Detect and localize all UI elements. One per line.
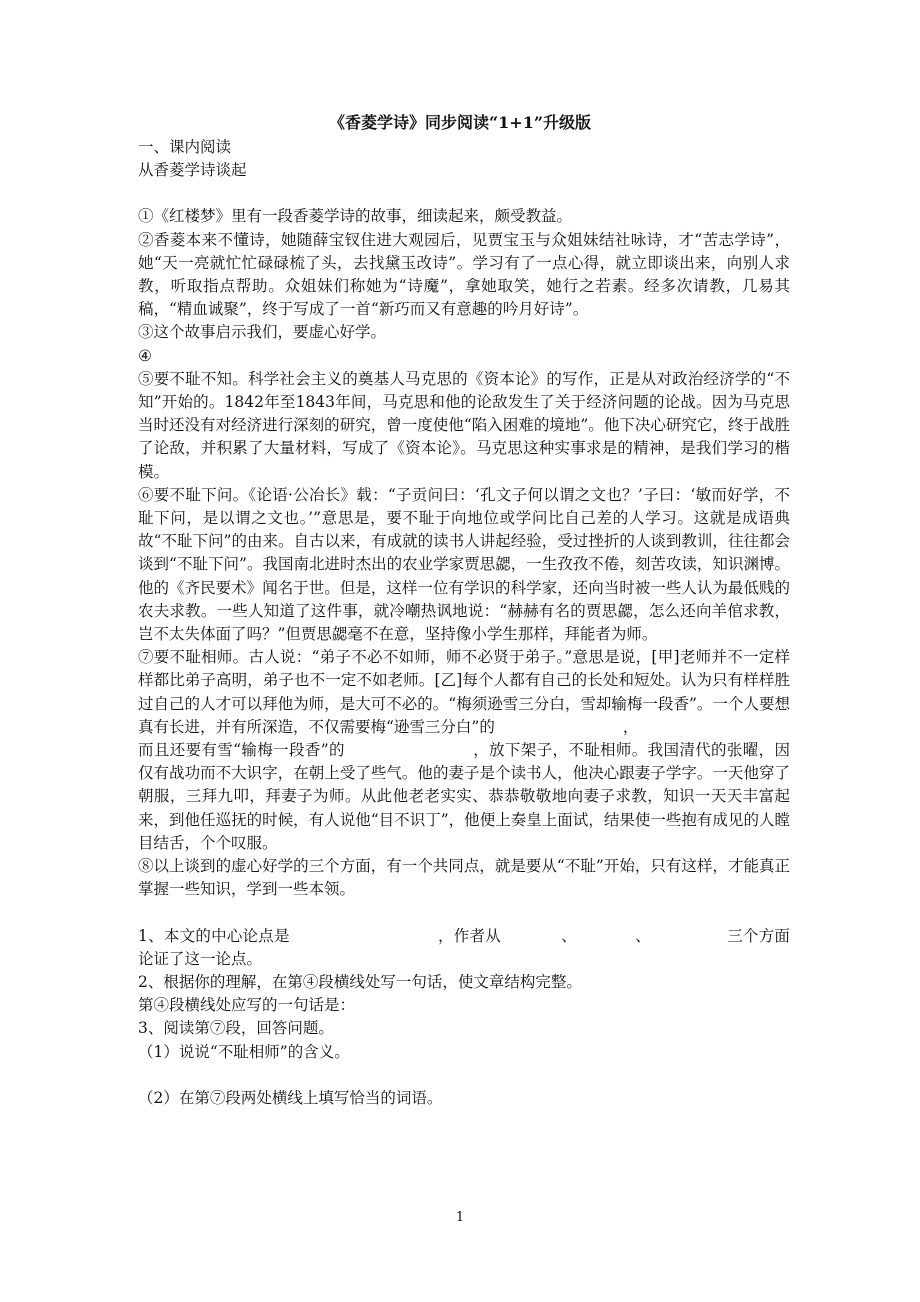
- passage-title: 从香菱学诗谈起: [138, 161, 247, 180]
- paragraph-7: [138, 646, 790, 855]
- paragraph-3: ③这个故事启示我们，要虚心好学。: [138, 323, 387, 342]
- question-1-text-a: 1、本文的中心论点是: [138, 926, 290, 945]
- paragraph-6: ⑥要不耻下问。《论语·公冶长》载：“子贡问曰：‘孔文子何以谓之文也？’子曰：‘敏而好学，不耻下问，是以谓之文也。’”意思是，要不耻于向地位或学问比自己差的人学习。这就是成语典故“不耻下问”的由来。自古以来，有成就的读书人讲起经验，受过挫折的人谈到教训，往往都会谈到“不耻下问”。我国南北进时杰出的农业学家贾思勰，一生孜孜不倦，刻苦攻读，知识渊博。他的《齐民要术》闻名于世。但是，这样一位有学识的科学家，还向当时被一些人认为最低贱的农夫求教。一些人知道了这件事，就冷嘲热讽地说：“赫赫有名的贾思勰，怎么还向羊倌求教，岂不太失体面了吗？”但贾思勰毫不在意，坚持像小学生那样，拜能者为师。: [138, 485, 790, 644]
- question-2-answer-prompt: 第④段横线处应写的一句话是：: [138, 996, 356, 1015]
- paragraph-8: ⑧以上谈到的虚心好学的三个方面，有一个共同点，就是要从“不耻”开始，只有这样，才能真正掌握一些知识，学到一些本领。: [138, 857, 790, 899]
- page-number: 1: [455, 1210, 465, 1225]
- question-1: [138, 925, 790, 948]
- question-1-text-b: ，作者从: [437, 926, 501, 945]
- blank-line: [138, 902, 790, 925]
- question-3-1: （1）说说“不耻相师”的含义。: [138, 1042, 350, 1061]
- document-title: 《香菱学诗》同步阅读“1+1”升级版: [328, 113, 592, 132]
- paragraph-5: ⑤要不耻不知。科学社会主义的奠基人马克思的《资本论》的写作，正是从对政治经济学的“不知”开始的。1842年至1843年间，马克思和他的论敌发生了关于经济问题的论战。因为马克思当时还没有对经济进行深刻的研究，曾一度使他“陷入困难的境地”。他下决心研究它，终于战胜了论敌，并积累了大量材料，写成了《资本论》。马克思这种实事求是的精神，是我们学习的楷模。: [138, 369, 790, 481]
- blank-line: [138, 182, 790, 205]
- question-1-text-e: 三个方面: [726, 926, 790, 945]
- question-1-text-d: 、: [634, 926, 651, 945]
- paragraph-7-text-b: ，: [622, 717, 639, 736]
- answer-space[interactable]: [138, 1064, 790, 1087]
- paragraph-7-text-c: 而且还要有雪“输梅一段香”的: [138, 741, 345, 760]
- section-heading: 一、课内阅读: [138, 138, 232, 156]
- paragraph-2: ②香菱本来不懂诗，她随薛宝钗住进大观园后，见贾宝玉与众姐妹结社咏诗，才“苦志学诗”，她“天一亮就忙忙碌碌梳了头，去找黛玉改诗”。学习有了一点心得，就立即谈出来，向别人求教，听取指点帮助。众姐妹们称她为“诗魔”，拿她取笑，她行之若素。经多次请教，几易其稿，“精血诚聚”，终于写成了一首“新巧而又有意趣的吟月好诗”。: [138, 230, 790, 319]
- paragraph-1: ①《红楼梦》里有一段香菱学诗的故事，细读起来，颇受教益。: [138, 207, 573, 226]
- question-2: 2、根据你的理解，在第④段横线处写一句话，使文章结构完整。: [138, 972, 582, 991]
- document-body: [138, 136, 790, 1110]
- paragraph-4: ④: [138, 346, 152, 365]
- paragraph-7-text-d: ，放下架子，不耻相师。我国清代的张曜，因仅有战功而不大识字，在朝上受了些气。他的妻子是个读书人，他决心跟妻子学字。一天他穿了朝服，三拜九叩，拜妻子为师。从此他老老实实、恭恭敬敬地向妻子求教，知识一天天丰富起来，到他任巡抚的时候，有人说他“目不识丁”，他便上奏皇上面试，结果使一些抱有成见的人瞠目结舌，个个叹服。: [138, 741, 790, 852]
- question-1-continued: 论证了这一论点。: [138, 949, 263, 968]
- question-1-text-c: 、: [561, 926, 577, 945]
- question-3: 3、阅读第⑦段，回答问题。: [138, 1019, 334, 1038]
- paragraph-7-text-a: ⑦要不耻相师。古人说：“弟子不必不如师，师不必贤于弟子。”意思是说，[甲]老师并不一定样样都比弟子高明，弟子也不一定不如老师。[乙]每个人都有自己的长处和短处。认为只有样样胜过自己的人才可以拜他为师，是大可不必的。“梅须逊雪三分白，雪却输梅一段香”。一个人要想真有长进，并有所深造，不仅需要梅“逊雪三分白”的: [138, 648, 790, 736]
- question-3-2: （2）在第⑦段两处横线上填写恰当的词语。: [138, 1088, 443, 1107]
